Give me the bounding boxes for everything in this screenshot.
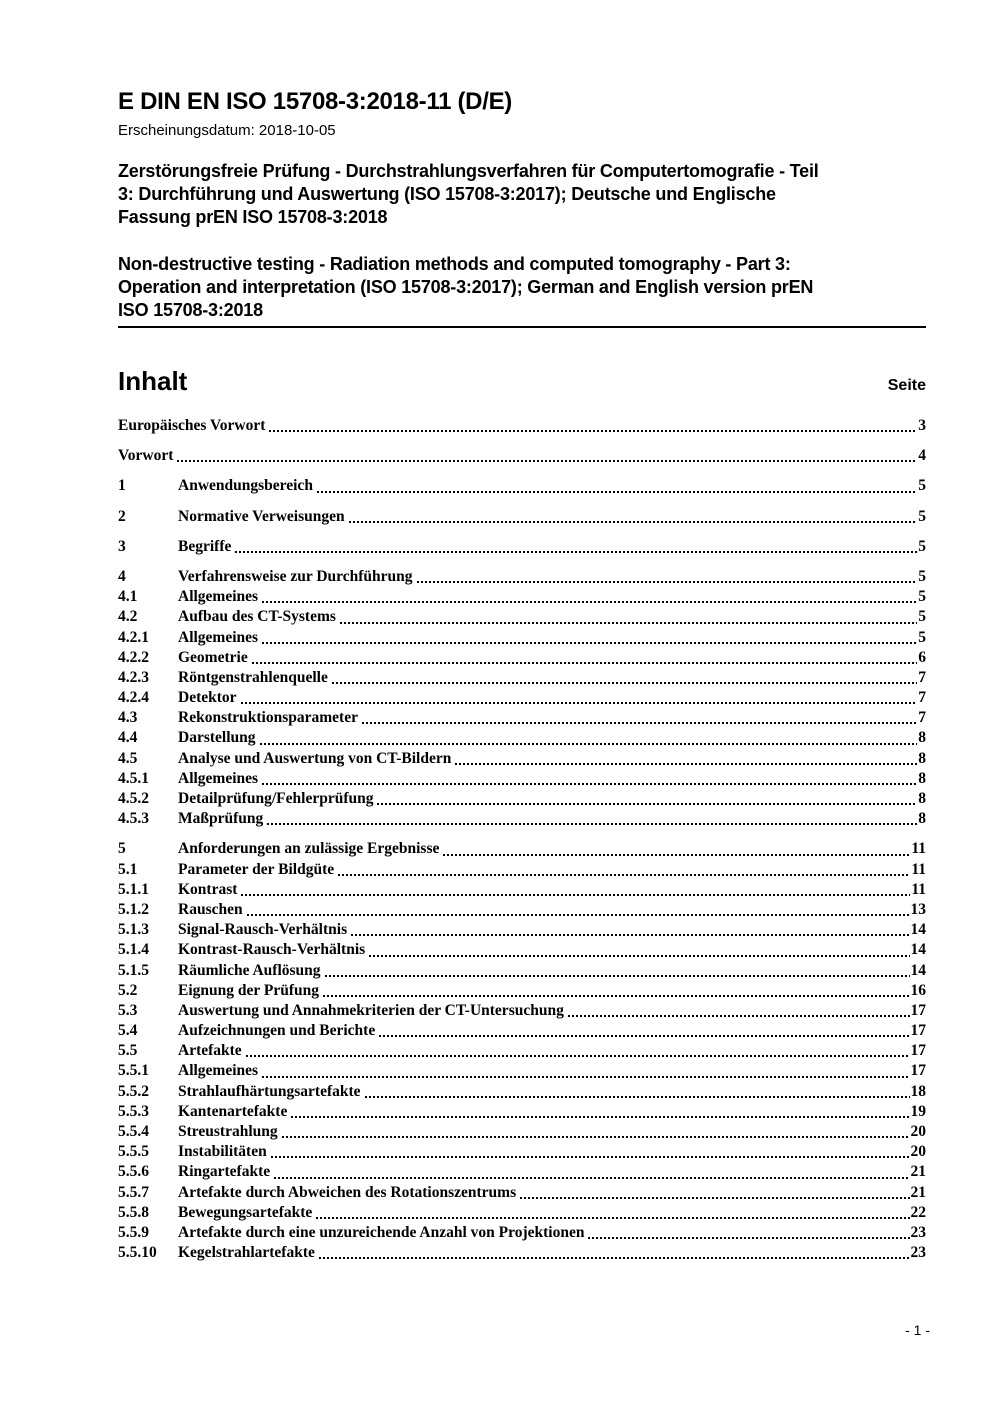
toc-entry-number: 5.5.8	[118, 1203, 149, 1221]
toc-leader-dots	[260, 743, 918, 745]
toc-leader-dots	[349, 521, 918, 523]
toc-entry-number: 5.5.6	[118, 1163, 149, 1181]
toc-leader-dots	[325, 975, 910, 977]
toc-row	[118, 648, 926, 668]
toc-row	[118, 900, 926, 920]
toc-leader-dots	[338, 874, 910, 876]
toc-entry-number: 5.5.1	[118, 1062, 149, 1080]
toc-entry-page: 17	[910, 1022, 926, 1040]
toc-entry-number: 5.1.3	[118, 921, 149, 939]
toc-entry-number: 4.5.1	[118, 769, 149, 787]
toc-row	[118, 507, 926, 527]
toc-entry-number: 4.2	[118, 608, 138, 626]
toc-entry-page: 17	[910, 1042, 926, 1060]
toc-entry-title: Analyse und Auswertung von CT-Bildern	[178, 749, 452, 767]
toc-entry-number: 5.5.3	[118, 1102, 149, 1120]
toc-entry-title: Eignung der Prüfung	[178, 981, 319, 999]
toc-leader-dots	[362, 722, 917, 724]
toc-row	[118, 728, 926, 748]
toc-entry-page: 8	[918, 749, 926, 767]
toc-row	[118, 860, 926, 880]
toc-entry-title: Maßprüfung	[178, 810, 264, 828]
english-title-line: Operation and interpretation (ISO 15708-3:2017); German and English version prEN	[118, 277, 814, 297]
toc-leader-dots	[340, 622, 917, 624]
toc-row	[118, 628, 926, 648]
toc-entry-title: Aufzeichnungen und Berichte	[178, 1022, 376, 1040]
toc-leader-dots	[235, 551, 917, 553]
german-title-line: Zerstörungsfreie Prüfung - Durchstrahlungsverfahren für Computertomografie - Teil	[118, 161, 819, 181]
toc-leader-dots	[417, 581, 918, 583]
toc-entry-number: 4.5.2	[118, 790, 149, 807]
toc-entry-number: 5.1.2	[118, 900, 149, 918]
toc-entry-page: 14	[910, 921, 926, 939]
toc-entry-title: Vorwort	[118, 447, 174, 465]
toc-leader-dots	[262, 601, 917, 603]
toc-entry-number: 5.5.5	[118, 1143, 149, 1161]
toc-entry-page: 14	[910, 961, 926, 979]
toc-leader-dots	[379, 1035, 909, 1037]
toc-row	[118, 1223, 926, 1243]
toc-entry-page: 6	[918, 648, 926, 666]
toc-entry-title: Räumliche Auflösung	[178, 961, 321, 979]
toc-row	[118, 1041, 926, 1061]
page-content	[118, 88, 926, 1263]
toc-entry-number: 5.3	[118, 1001, 138, 1019]
toc-entry-page: 5	[918, 608, 926, 626]
toc-leader-dots	[267, 823, 917, 825]
toc-row	[118, 1162, 926, 1182]
toc-entry-title: Kantenartefakte	[178, 1102, 288, 1120]
toc-entry-title: Europäisches Vorwort	[118, 417, 266, 434]
title-divider	[118, 326, 926, 328]
toc-entry-number: 4.2.4	[118, 689, 149, 707]
toc-entry-page: 17	[910, 1062, 926, 1080]
toc-entry-title: Auswertung und Annahmekriterien der CT-Untersuchung	[178, 1001, 564, 1019]
toc-entry-page: 7	[918, 709, 926, 727]
toc-leader-dots	[177, 460, 917, 462]
toc-entry-title: Kegelstrahlartefakte	[178, 1244, 315, 1262]
toc-row	[118, 880, 926, 900]
toc-leader-dots	[262, 642, 917, 644]
toc-entry-number: 4.5	[118, 749, 138, 767]
toc-entry-title: Artefakte durch Abweichen des Rotationszentrums	[178, 1183, 517, 1201]
toc-leader-dots	[351, 934, 909, 936]
toc-row	[118, 749, 926, 769]
toc-row	[118, 769, 926, 789]
toc-entry-title: Rauschen	[178, 900, 243, 918]
toc-leader-dots	[262, 783, 917, 785]
toc-leader-dots	[269, 430, 917, 432]
toc-row	[118, 1102, 926, 1122]
toc-entry-page: 11	[911, 860, 926, 878]
toc-entry-number: 5.1.4	[118, 941, 149, 959]
german-title	[118, 160, 926, 229]
toc-leader-dots	[271, 1156, 910, 1158]
toc-entry-page: 8	[918, 810, 926, 828]
toc-entry-number: 4.2.1	[118, 628, 149, 646]
toc-entry-number: 4.4	[118, 729, 138, 747]
toc-row	[118, 537, 926, 557]
toc-entry-title: Allgemeines	[178, 588, 259, 606]
toc-entry-number: 4.2.3	[118, 668, 149, 686]
toc-leader-dots	[365, 1096, 910, 1098]
toc-row	[118, 1001, 926, 1021]
toc-entry-title: Artefakte	[178, 1042, 242, 1060]
toc-entry-page: 11	[911, 880, 926, 898]
toc-entry-number: 5.5.9	[118, 1223, 149, 1241]
toc-leader-dots	[377, 803, 917, 805]
toc-entry-number: 4.1	[118, 588, 138, 606]
toc-row	[118, 1021, 926, 1041]
toc-entry-page: 5	[918, 537, 926, 555]
toc-leader-dots	[252, 662, 918, 664]
toc-entry-number: 5.5.10	[118, 1244, 157, 1262]
toc-row	[118, 446, 926, 466]
toc-entry-number: 5	[118, 840, 126, 858]
page-column-label: Seite	[887, 377, 926, 394]
toc-entry-page: 21	[910, 1163, 926, 1181]
toc-leader-dots	[241, 702, 918, 704]
toc-leader-dots	[282, 1136, 910, 1138]
toc-row	[118, 688, 926, 708]
toc-entry-title: Geometrie	[178, 648, 248, 666]
toc-entry-number: 4.3	[118, 709, 138, 727]
toc-entry-title: Streustrahlung	[178, 1123, 278, 1140]
toc-entry-title: Bewegungsartefakte	[178, 1203, 313, 1221]
toc-entry-page: 13	[910, 900, 926, 918]
doc-title: E DIN EN ISO 15708-3:2018-11 (D/E)	[118, 88, 512, 115]
toc-row	[118, 789, 926, 809]
toc-leader-dots	[332, 682, 917, 684]
english-title-line: ISO 15708-3:2018	[118, 300, 263, 320]
toc-entry-number: 1	[118, 477, 126, 495]
toc-entry-page: 11	[911, 840, 926, 858]
toc-leader-dots	[369, 955, 909, 957]
toc-entry-page: 18	[910, 1082, 926, 1100]
toc-row	[118, 607, 926, 627]
toc-entry-number: 5.1	[118, 860, 138, 878]
toc-entry-page: 19	[910, 1102, 926, 1120]
toc-row	[118, 708, 926, 728]
footer-page-number: - 1 -	[905, 1322, 930, 1338]
toc-entry-title: Strahlaufhärtungsartefakte	[178, 1082, 361, 1100]
toc-row	[118, 1082, 926, 1102]
toc-entry-title: Röntgenstrahlenquelle	[178, 668, 328, 686]
toc-entry-title: Signal-Rausch-Verhältnis	[178, 921, 348, 939]
toc-entry-page: 7	[918, 689, 926, 707]
toc-entry-page: 21	[910, 1183, 926, 1201]
toc-row	[118, 940, 926, 960]
toc-entry-title: Kontrast-Rausch-Verhältnis	[178, 941, 366, 959]
toc-entry-number: 3	[118, 537, 126, 555]
toc-leader-dots	[316, 1217, 909, 1219]
toc-leader-dots	[274, 1177, 909, 1179]
toc-leader-dots	[455, 763, 917, 765]
toc-entry-page: 8	[918, 790, 926, 807]
toc-entry-title: Artefakte durch eine unzureichende Anzahl von Projektionen	[178, 1223, 585, 1241]
toc-row	[118, 961, 926, 981]
toc-entry-page: 5	[918, 588, 926, 606]
toc-entry-page: 5	[918, 507, 926, 525]
toc-leader-dots	[247, 914, 910, 916]
toc-entry-title: Instabilitäten	[178, 1143, 267, 1161]
toc-entry-title: Normative Verweisungen	[178, 507, 345, 525]
english-title-line: Non-destructive testing - Radiation methods and computed tomography - Part 3:	[118, 254, 791, 274]
toc-list	[118, 416, 926, 1263]
toc-entry-title: Detektor	[178, 689, 237, 707]
toc-row	[118, 567, 926, 587]
toc-leader-dots	[323, 995, 910, 997]
toc-entry-number: 2	[118, 507, 126, 525]
toc-entry-title: Ringartefakte	[178, 1163, 271, 1181]
toc-entry-number: 5.5.4	[118, 1123, 149, 1140]
toc-leader-dots	[443, 854, 910, 856]
german-title-line: Fassung prEN ISO 15708-3:2018	[118, 207, 388, 227]
toc-entry-page: 17	[910, 1001, 926, 1019]
toc-entry-page: 4	[918, 447, 926, 465]
toc-entry-number: 5.5.7	[118, 1183, 149, 1201]
toc-leader-dots	[568, 1015, 910, 1017]
toc-row	[118, 1183, 926, 1203]
toc-leader-dots	[588, 1237, 909, 1239]
toc-entry-title: Anwendungsbereich	[178, 477, 313, 495]
toc-entry-page: 23	[910, 1244, 926, 1262]
toc-leader-dots	[317, 491, 917, 493]
toc-entry-number: 5.5	[118, 1042, 138, 1060]
toc-entry-number: 5.2	[118, 981, 138, 999]
toc-entry-page: 14	[910, 941, 926, 959]
toc-heading: Inhalt	[118, 366, 188, 396]
toc-row	[118, 809, 926, 829]
toc-row	[118, 587, 926, 607]
release-date: Erscheinungsdatum: 2018-10-05	[118, 122, 336, 139]
toc-entry-page: 16	[910, 981, 926, 999]
toc-entry-page: 22	[910, 1203, 926, 1221]
toc-entry-page: 23	[910, 1223, 926, 1241]
toc-entry-page: 3	[918, 417, 926, 434]
toc-entry-page: 5	[918, 567, 926, 585]
toc-row	[118, 668, 926, 688]
toc-entry-title: Darstellung	[178, 729, 256, 747]
toc-entry-number: 4	[118, 567, 126, 585]
toc-entry-number: 5.4	[118, 1022, 138, 1040]
toc-entry-page: 20	[910, 1123, 926, 1140]
toc-leader-dots	[319, 1257, 910, 1259]
toc-entry-page: 7	[918, 668, 926, 686]
toc-entry-title: Begriffe	[178, 537, 232, 555]
toc-entry-title: Allgemeines	[178, 628, 259, 646]
toc-entry-number: 4.2.2	[118, 648, 149, 666]
toc-entry-title: Detailprüfung/Fehlerprüfung	[178, 790, 374, 807]
toc-entry-title: Anforderungen an zulässige Ergebnisse	[178, 840, 440, 858]
toc-row	[118, 981, 926, 1001]
toc-entry-title: Kontrast	[178, 880, 238, 898]
toc-leader-dots	[246, 1055, 910, 1057]
toc-entry-page: 8	[918, 729, 926, 747]
toc-row	[118, 920, 926, 940]
toc-entry-number: 5.1.1	[118, 880, 149, 898]
toc-entry-number: 5.1.5	[118, 961, 149, 979]
toc-row	[118, 1243, 926, 1263]
toc-row	[118, 1122, 926, 1142]
english-title	[118, 253, 926, 322]
toc-leader-dots	[262, 1076, 909, 1078]
toc-entry-page: 5	[918, 628, 926, 646]
toc-entry-page: 8	[918, 769, 926, 787]
toc-row	[118, 476, 926, 496]
toc-row	[118, 416, 926, 436]
toc-entry-title: Verfahrensweise zur Durchführung	[178, 567, 413, 585]
german-title-line: 3: Durchführung und Auswertung (ISO 15708-3:2017); Deutsche und Englische	[118, 184, 776, 204]
toc-entry-number: 5.5.2	[118, 1082, 149, 1100]
toc-entry-number: 4.5.3	[118, 810, 149, 828]
toc-header-row	[118, 366, 926, 396]
toc-entry-title: Aufbau des CT-Systems	[178, 608, 336, 626]
toc-row	[118, 1061, 926, 1081]
toc-entry-page: 5	[918, 477, 926, 495]
toc-row	[118, 1203, 926, 1223]
toc-row	[118, 839, 926, 859]
toc-leader-dots	[291, 1116, 909, 1118]
toc-entry-title: Rekonstruktionsparameter	[178, 709, 358, 727]
toc-row	[118, 1142, 926, 1162]
toc-entry-title: Allgemeines	[178, 1062, 259, 1080]
toc-entry-page: 20	[910, 1143, 926, 1161]
toc-entry-title: Allgemeines	[178, 769, 259, 787]
toc-leader-dots	[520, 1197, 909, 1199]
toc-entry-title: Parameter der Bildgüte	[178, 860, 335, 878]
toc-leader-dots	[241, 894, 910, 896]
